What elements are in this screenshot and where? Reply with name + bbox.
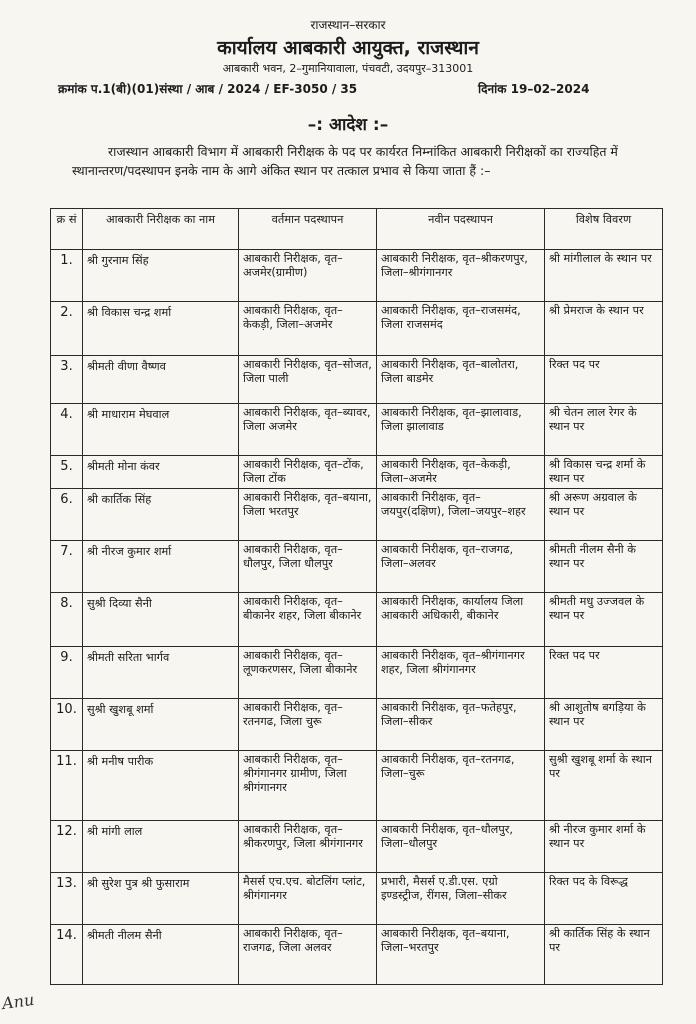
cell-current-posting: आबकारी निरीक्षक, वृत–सोजत, जिला पाली — [239, 356, 377, 404]
cell-name: सुश्री खुशबू शर्मा — [83, 699, 239, 751]
cell-name: श्री मांगी लाल — [83, 821, 239, 873]
header-name: आबकारी निरीक्षक का नाम — [83, 209, 239, 250]
order-date: दिनांक 19–02–2024 — [478, 82, 590, 96]
cell-name: श्री माधाराम मेघवाल — [83, 404, 239, 456]
cell-new-posting: आबकारी निरीक्षक, वृत–राजसमंद, जिला राजसमंद — [377, 302, 545, 356]
cell-sn: 9. — [51, 647, 83, 699]
table-row — [51, 925, 663, 985]
cell-current-posting: आबकारी निरीक्षक, वृत–केकड़ी, जिला–अजमेर — [239, 302, 377, 356]
cell-sn: 1. — [51, 250, 83, 302]
cell-name: श्री नीरज कुमार शर्मा — [83, 541, 239, 593]
cell-remarks: श्री विकास चन्द्र शर्मा के स्थान पर — [545, 456, 663, 489]
office-address: आबकारी भवन, 2–गुमानियावाला, पंचवटी, उदयपुर–313001 — [222, 62, 474, 75]
cell-new-posting: आबकारी निरीक्षक, वृत–श्रीगंगानगर शहर, जिला श्रीगंगानगर — [377, 647, 545, 699]
transfer-table — [50, 208, 663, 985]
table-row — [51, 699, 663, 751]
order-title: –: आदेश :– — [307, 115, 389, 135]
signature-mark: Anu — [0, 989, 36, 1014]
cell-name: श्री मनीष पारीक — [83, 751, 239, 821]
govt-label: राजस्थान–सरकार — [310, 18, 386, 32]
table-row — [51, 647, 663, 699]
cell-name: श्री गुरनाम सिंह — [83, 250, 239, 302]
cell-remarks: श्री कार्तिक सिंह के स्थान पर — [545, 925, 663, 985]
header-sn: क्र सं — [51, 209, 83, 250]
cell-remarks: श्री प्रेमराज के स्थान पर — [545, 302, 663, 356]
cell-new-posting: आबकारी निरीक्षक, वृत–राजगढ, जिला–अलवर — [377, 541, 545, 593]
reference-number: क्रमांक प.1(बी)(01)संस्था / आब / 2024 / EF-3050 / 35 — [58, 82, 358, 96]
cell-current-posting: आबकारी निरीक्षक, वृत–रतनगढ, जिला चुरू — [239, 699, 377, 751]
cell-current-posting: मैसर्स एच.एच. बोटलिंग प्लांट, श्रीगंगानगर — [239, 873, 377, 925]
table-row — [51, 593, 663, 647]
cell-sn: 2. — [51, 302, 83, 356]
cell-sn: 12. — [51, 821, 83, 873]
cell-sn: 11. — [51, 751, 83, 821]
cell-remarks: सुश्री खुशबू शर्मा के स्थान पर — [545, 751, 663, 821]
table-row — [51, 250, 663, 302]
cell-current-posting: आबकारी निरीक्षक, वृत–श्रीगंगानगर ग्रामीण, जिला श्रीगंगानगर — [239, 751, 377, 821]
header-current-posting: वर्तमान पदस्थापन — [239, 209, 377, 250]
cell-sn: 10. — [51, 699, 83, 751]
cell-new-posting: आबकारी निरीक्षक, वृत–श्रीकरणपुर, जिला–श्रीगंगानगर — [377, 250, 545, 302]
cell-new-posting: आबकारी निरीक्षक, वृत–झालावाड, जिला झालावाड — [377, 404, 545, 456]
cell-name: श्रीमती सरिता भार्गव — [83, 647, 239, 699]
cell-name: सुश्री दिव्या सैनी — [83, 593, 239, 647]
cell-current-posting: आबकारी निरीक्षक, वृत–लूणकरणसर, जिला बीकानेर — [239, 647, 377, 699]
cell-new-posting: आबकारी निरीक्षक, वृत–बालोतरा, जिला बाडमेर — [377, 356, 545, 404]
cell-name: श्रीमती नीलम सैनी — [83, 925, 239, 985]
table-row — [51, 404, 663, 456]
cell-new-posting: आबकारी निरीक्षक, वृत–बयाना, जिला–भरतपुर — [377, 925, 545, 985]
cell-current-posting: आबकारी निरीक्षक, वृत–बीकानेर शहर, जिला बीकानेर — [239, 593, 377, 647]
table-row — [51, 456, 663, 489]
cell-current-posting: आबकारी निरीक्षक, वृत–अजमेर(ग्रामीण) — [239, 250, 377, 302]
table-row — [51, 489, 663, 541]
cell-sn: 8. — [51, 593, 83, 647]
cell-current-posting: आबकारी निरीक्षक, वृत–टोंक, जिला टोंक — [239, 456, 377, 489]
cell-name: श्री कार्तिक सिंह — [83, 489, 239, 541]
cell-remarks: रिक्त पद पर — [545, 647, 663, 699]
cell-remarks: श्री नीरज कुमार शर्मा के स्थान पर — [545, 821, 663, 873]
cell-current-posting: आबकारी निरीक्षक, वृत–बयाना, जिला भरतपुर — [239, 489, 377, 541]
cell-current-posting: आबकारी निरीक्षक, वृत–ब्यावर, जिला अजमेर — [239, 404, 377, 456]
cell-sn: 4. — [51, 404, 83, 456]
cell-name: श्री सुरेश पुत्र श्री फुसाराम — [83, 873, 239, 925]
table-row — [51, 356, 663, 404]
table-row — [51, 751, 663, 821]
cell-sn: 7. — [51, 541, 83, 593]
cell-remarks: रिक्त पद के विरूद्ध — [545, 873, 663, 925]
cell-remarks: श्री अरूण अग्रवाल के स्थान पर — [545, 489, 663, 541]
cell-current-posting: आबकारी निरीक्षक, वृत–श्रीकरणपुर, जिला श्रीगंगानगर — [239, 821, 377, 873]
table-row — [51, 821, 663, 873]
office-title: कार्यालय आबकारी आयुक्त, राजस्थान — [217, 37, 479, 59]
cell-new-posting: आबकारी निरीक्षक, वृत–धौलपुर, जिला–धौलपुर — [377, 821, 545, 873]
cell-name: श्रीमती वीणा वैष्णव — [83, 356, 239, 404]
cell-new-posting: प्रभारी, मैसर्स ए.डी.एस. एग्रो इण्डस्ट्रीज, रींगस, जिला–सीकर — [377, 873, 545, 925]
cell-remarks: श्रीमती मधु उज्जवल के स्थान पर — [545, 593, 663, 647]
cell-sn: 14. — [51, 925, 83, 985]
cell-new-posting: आबकारी निरीक्षक, वृत–फतेहपुर, जिला–सीकर — [377, 699, 545, 751]
cell-remarks: श्री आशुतोष बगड़िया के स्थान पर — [545, 699, 663, 751]
cell-current-posting: आबकारी निरीक्षक, वृत–धौलपुर, जिला धौलपुर — [239, 541, 377, 593]
cell-current-posting: आबकारी निरीक्षक, वृत–राजगढ, जिला अलवर — [239, 925, 377, 985]
cell-sn: 13. — [51, 873, 83, 925]
cell-new-posting: आबकारी निरीक्षक, वृत–केकड़ी, जिला–अजमेर — [377, 456, 545, 489]
cell-remarks: श्रीमती नीलम सैनी के स्थान पर — [545, 541, 663, 593]
cell-name: श्रीमती मोना कंवर — [83, 456, 239, 489]
header-new-posting: नवीन पदस्थापन — [377, 209, 545, 250]
cell-new-posting: आबकारी निरीक्षक, कार्यालय जिला आबकारी अधिकारी, बीकानेर — [377, 593, 545, 647]
cell-remarks: श्री मांगीलाल के स्थान पर — [545, 250, 663, 302]
cell-sn: 5. — [51, 456, 83, 489]
table-row — [51, 541, 663, 593]
table-header-row — [51, 209, 663, 250]
header-remarks: विशेष विवरण — [545, 209, 663, 250]
table-row — [51, 873, 663, 925]
table-row — [51, 302, 663, 356]
cell-remarks: रिक्त पद पर — [545, 356, 663, 404]
intro-paragraph: राजस्थान आबकारी विभाग में आबकारी निरीक्षक के पद पर कार्यरत निम्नांकित आबकारी निरीक्षकों का राज्यहित में स्थानान्तरण/पदस्थापन इनके नाम के आगे अंकित स्थान पर तत्काल प्रभाव से किया जाता हैं :– — [72, 144, 618, 178]
cell-new-posting: आबकारी निरीक्षक, वृत–रतनगढ, जिला–चुरू — [377, 751, 545, 821]
cell-sn: 3. — [51, 356, 83, 404]
cell-new-posting: आबकारी निरीक्षक, वृत–जयपुर(दक्षिण), जिला–जयपुर–शहर — [377, 489, 545, 541]
cell-name: श्री विकास चन्द्र शर्मा — [83, 302, 239, 356]
cell-remarks: श्री चेतन लाल रेगर के स्थान पर — [545, 404, 663, 456]
cell-sn: 6. — [51, 489, 83, 541]
